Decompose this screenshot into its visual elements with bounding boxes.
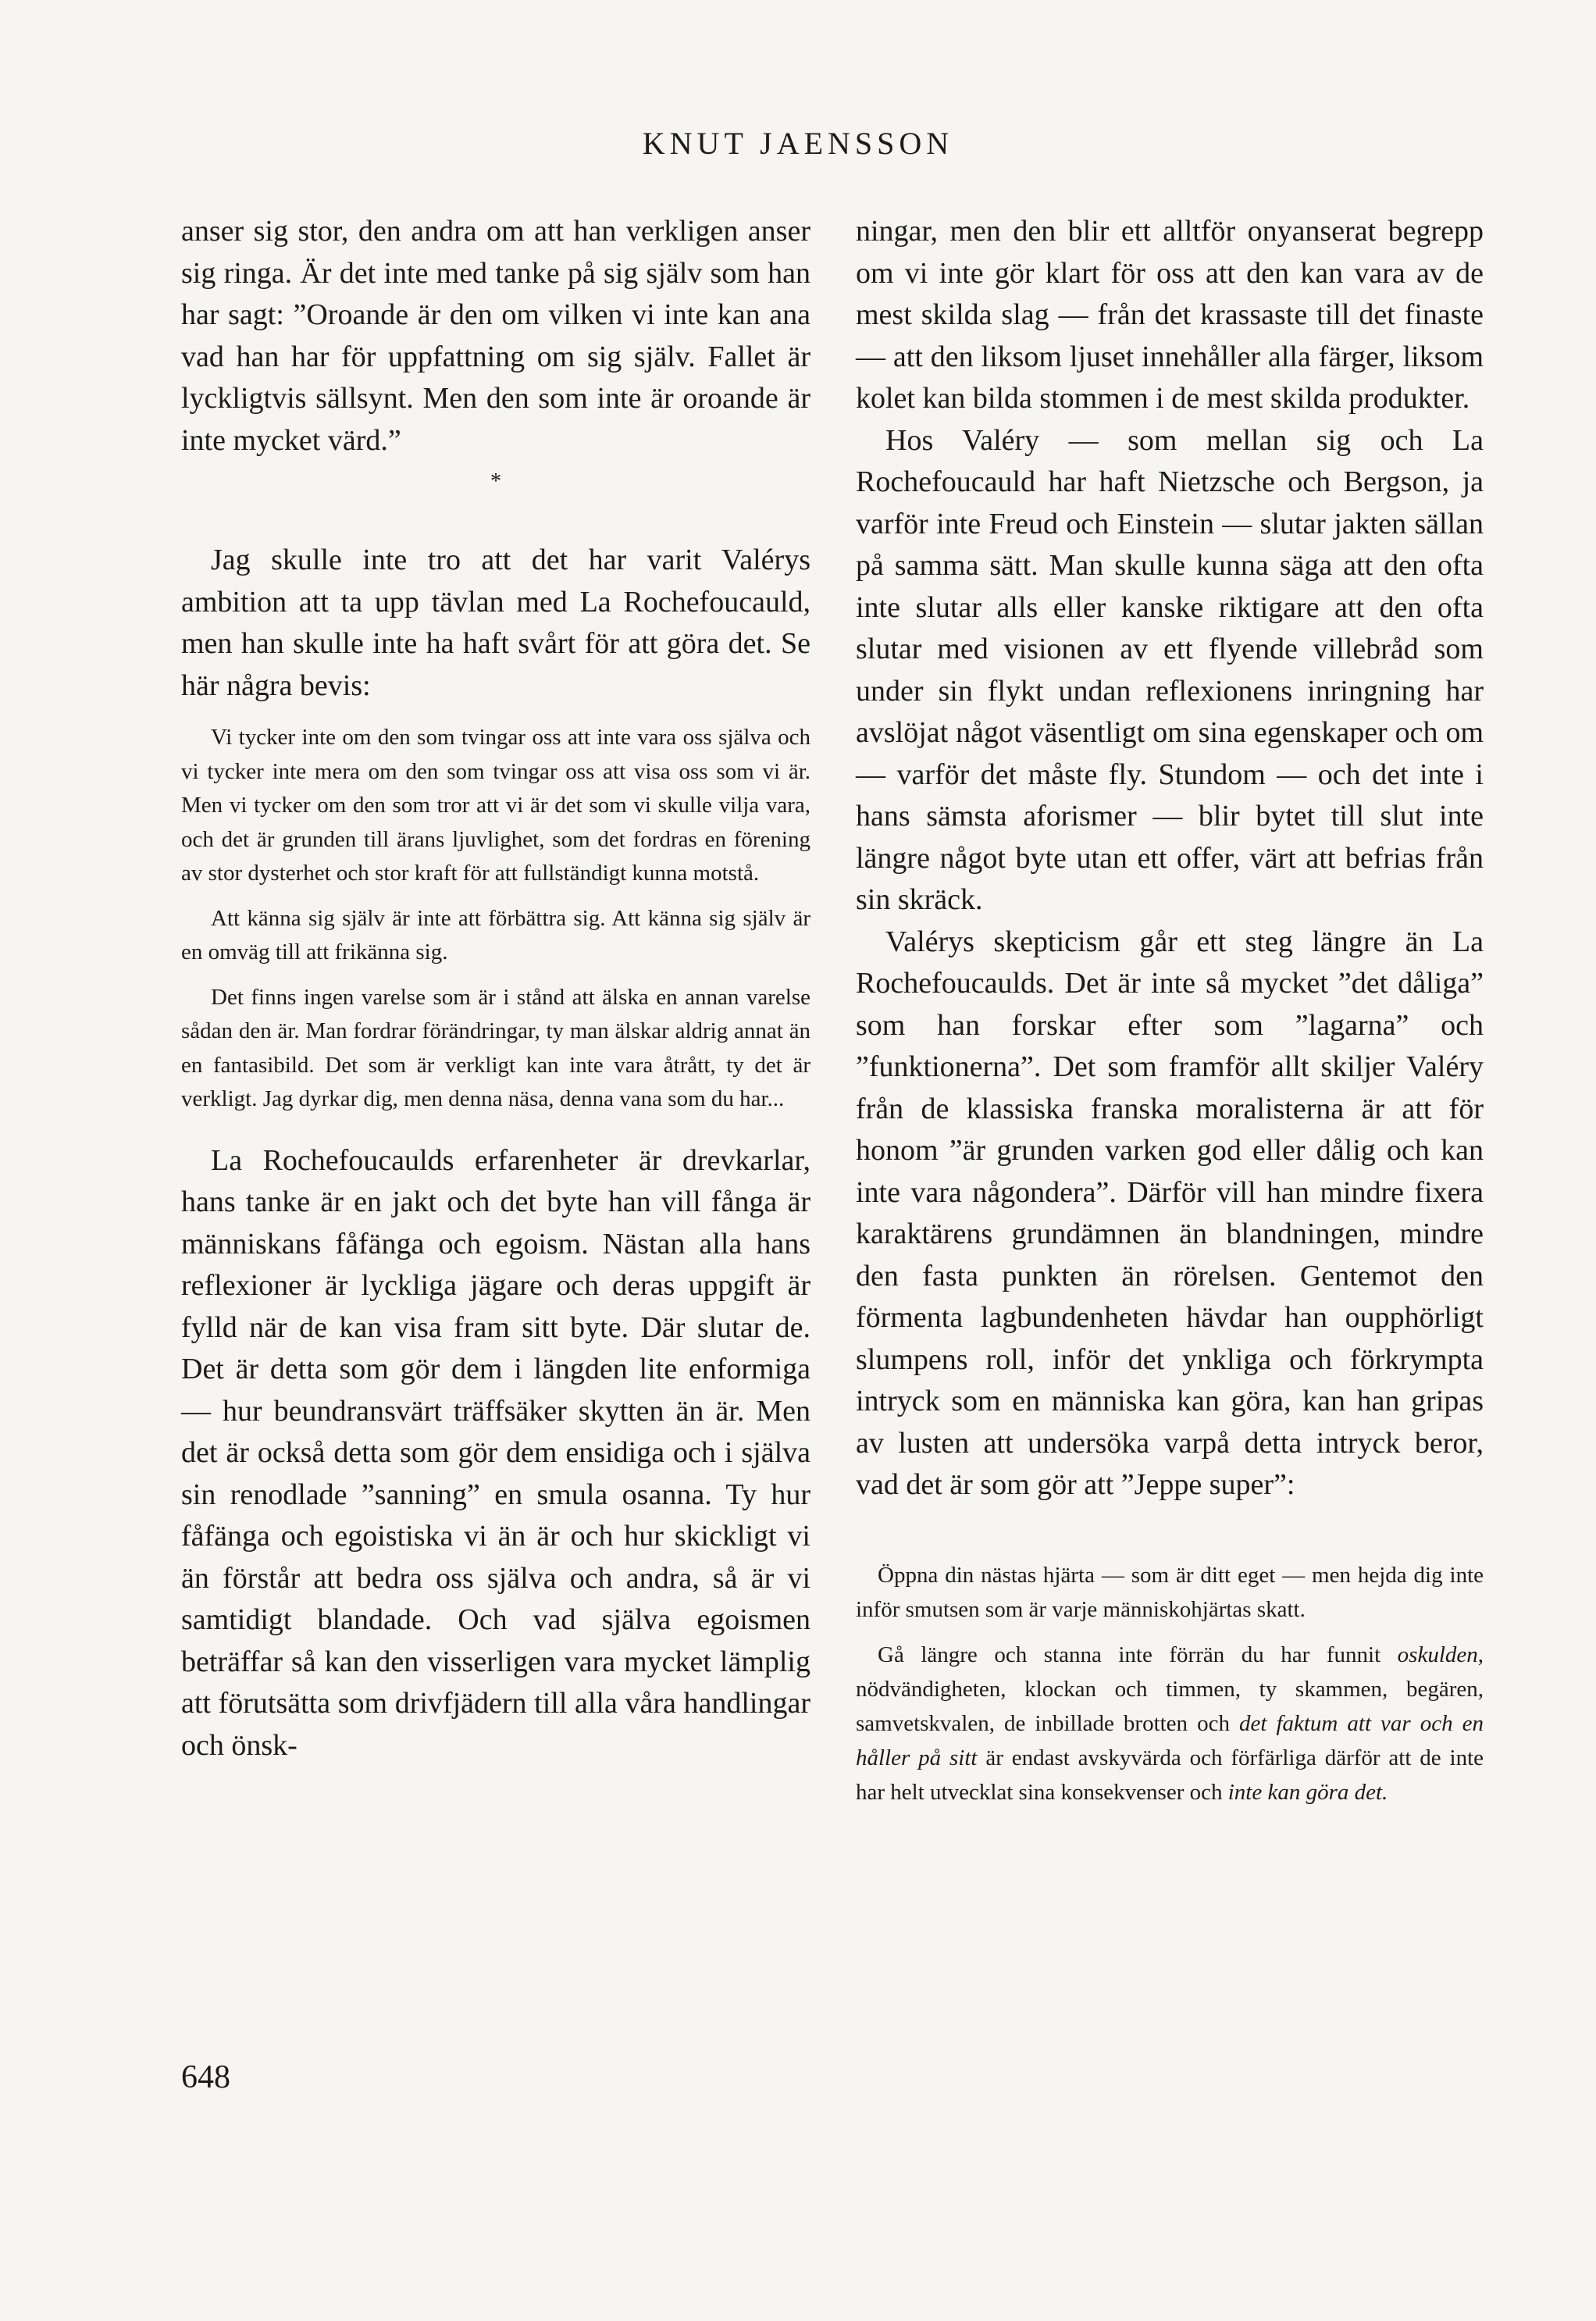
right-paragraph-1: ningar, men den blir ett alltför onyanserat begrepp om vi inte gör klart för oss att den kan vara av de mest skilda slag — från det krassaste till det finaste — att den liksom ljuset innehåller alla färger, liksom kolet kan bilda stommen i de mest skilda produkter. [856, 215, 1484, 415]
page-number: 648 [181, 2059, 230, 2095]
quote-5-text-b: , nödvändigheten, klockan och timmen, ty skammen, begären, samvetskvalen, de inbillade brotten och [856, 1642, 1484, 1736]
quote-5-italic-c: inte kan göra det. [1227, 1779, 1388, 1805]
aphorism-quote-3: Det finns ingen varelse som är i stånd att älska en annan varelse sådan den är. Man fordrar förändringar, ty man älskar aldrig annat än en fantasibild. Det som är verkligt kan inte vara åtrått, ty det är verkligt. Jag dyrkar dig, men denna näsa, denna vana som du har... [181, 984, 810, 1111]
right-quote-block [856, 1558, 1484, 1809]
left-paragraph-3: La Rochefoucaulds erfarenheter är drevkarlar, hans tanke är en jakt och det byte han vill fånga är människans fåfänga och egoism. Nästan alla hans reflexioner är lyckliga jägare och deras uppgift är fylld när de kan visa fram sitt byte. Där slutar de. Det är detta som gör dem i längden lite enformiga — hur beundransvärt träffsäker skytten än är. Men det är också detta som gör dem ensidiga och i själva sin renodlade ”sanning” en smula osanna. Ty hur fåfänga och egoistiska vi än är och hur skickligt vi än förstår att bedra oss själva och andra, så är vi samtidigt blandade. Och vad själva egoismen beträffar så kan den visserligen vara mycket lämplig att förutsätta som drivfjädern till alla våra handlingar och önsk- [181, 1143, 810, 1762]
aphorism-quote-1: Vi tycker inte om den som tvingar oss att inte vara oss själva och vi tycker inte mera om den som tvingar oss att visa oss som vi är. Men vi tycker om den som tror att vi är det som vi skulle vilja vara, och det är grunden till ärans ljuvlighet, som det fordras en förening av stor dysterhet och stor kraft för att fullständigt kunna motstå. [181, 725, 810, 886]
right-paragraph-2: Hos Valéry — som mellan sig och La Rochefoucauld har haft Nietzsche och Bergson, ja varför inte Freud och Einstein — slutar jakten sällan på samma sätt. Man skulle kunna säga att den ofta inte slutar alls eller kanske riktigare att den ofta slutar med visionen av ett flyende villebråd som under sin flykt undan reflexionens inringning har avslöjat något väsentligt om sina egenskaper och om — varför det måste fly. Stundom — och det inte i hans sämsta aforismer — blir bytet till slut inte längre något byte utan ett offer, värt att befrias från sin skräck. [856, 423, 1484, 916]
quote-5-italic-b: det faktum att var och en håller på sitt [856, 1710, 1484, 1770]
aphorism-quote-4: Öppna din nästas hjärta — som är ditt eget — men hejda dig inte inför smutsen som är varje människohjärtas skatt. [856, 1562, 1484, 1622]
left-paragraph-1: anser sig stor, den andra om att han verkligen anser sig ringa. Är det inte med tanke på sig själv som han har sagt: ”Oroande är den om vilken vi inte kan ana vad han har för uppfattning om sig själv. Fallet är lyckligtvis sällsynt. Men den som inte är oroande är inte mycket värd.” [181, 215, 810, 457]
right-column [856, 211, 1484, 1820]
running-head: KNUT JAENSSON [642, 126, 954, 161]
section-break-asterisk: * [490, 469, 501, 494]
left-column [181, 211, 810, 1767]
quote-5-text-a: Gå längre och stanna inte förrän du har funnit [878, 1642, 1398, 1667]
aphorism-quote-2: Att känna sig själv är inte att förbättra sig. Att känna sig själv är en omväg till att frikänna sig. [181, 905, 810, 964]
left-paragraph-2: Jag skulle inte tro att det har varit Valérys ambition att ta upp tävlan med La Rochefoucauld, men han skulle inte ha haft svårt för att göra det. Se här några bevis: [181, 544, 810, 702]
quote-5-italic-a: oskulden [1397, 1642, 1478, 1667]
right-paragraph-3: Valérys skepticism går ett steg längre än La Rochefoucaulds. Det är inte så mycket ”det dåliga” som han forskar efter som ”lagarna” och ”funktionerna”. Det som framför allt skiljer Valéry från de klassiska franska moralisterna är att för honom ”är grunden varken god eller dålig och kan inte vara någondera”. Därför vill han mindre fixera karaktärens grundämnen än blandningen, mindre den fasta punkten än rörelsen. Gentemot den förmenta lagbundenheten hävdar han oupphörligt slumpens roll, inför det ynkliga och förkrympta intryck som en människa kan göra, kan han gripas av lusten att undersöka varpå detta intryck beror, vad det är som gör att ”Jeppe super”: [856, 925, 1484, 1501]
quote-5-text-c: är endast avskyvärda och förfärliga därför att de inte har helt utvecklat sina konsekvenser och [856, 1745, 1484, 1805]
aphorism-quote-5 [856, 1638, 1484, 1809]
left-quote-block [181, 721, 810, 1117]
